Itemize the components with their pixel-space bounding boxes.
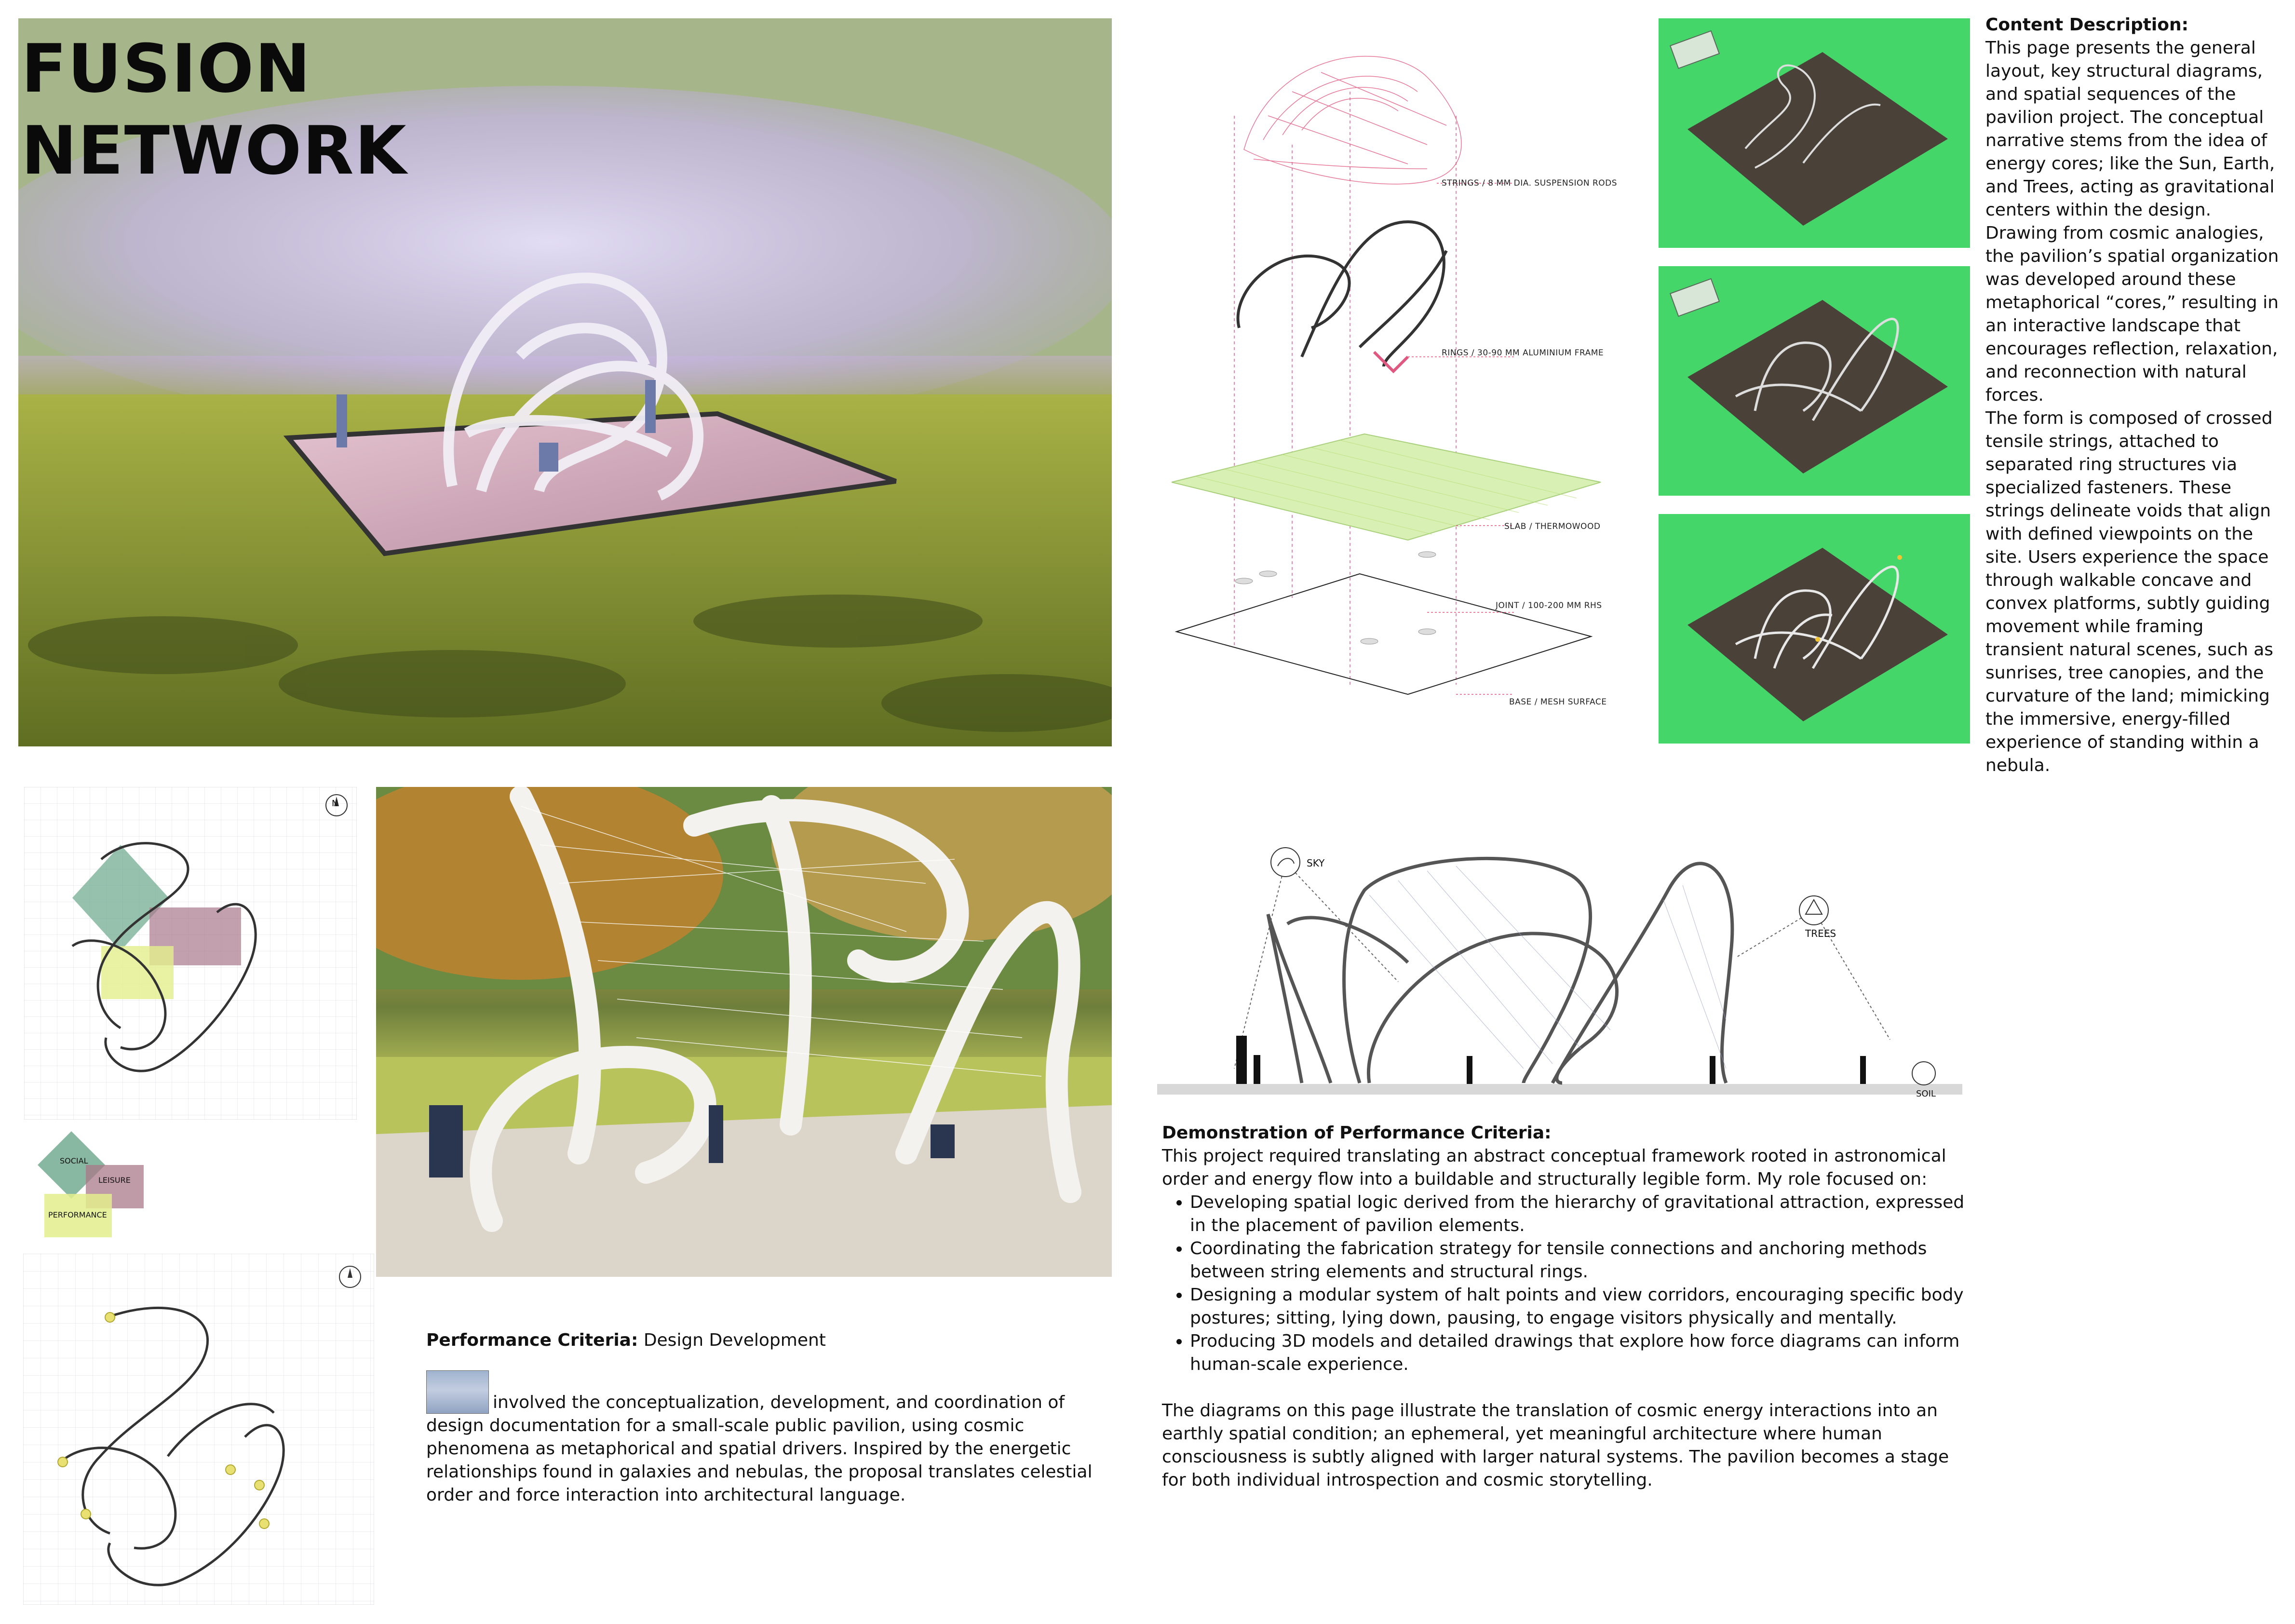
model-view-3-graphic xyxy=(1659,514,1970,744)
performance-criteria xyxy=(426,1329,1101,1507)
model-view-2-graphic xyxy=(1659,266,1970,496)
demonstration-bullet: • Producing 3D models and detailed drawings that explore how force diagrams can inform human-scale experience. xyxy=(1190,1330,1972,1376)
content-description-body-1: This page presents the general layout, key structural diagrams, and spatial sequences of the pavilion project. The conceptual narrative stems from the idea of energy cores; like the Sun, Earth, and Trees, acting as gravitational centers within the design. Drawing from cosmic analogies, the pavilion’s spatial organization was developed around these metaphorical “cores,” resulting in an interactive landscape that encourages reflection, relaxation, and reconnection with natural forces. xyxy=(1985,38,2279,405)
demonstration-heading: Demonstration of Performance Criteria: xyxy=(1162,1123,1552,1143)
section-elevation xyxy=(1157,837,1977,1107)
zone-legend-graphic xyxy=(33,1126,158,1242)
hero-render xyxy=(18,18,1112,746)
axon-label-joint: JOINT / 100-200 MM RHS xyxy=(1496,601,1602,610)
pavilion-thumbnail xyxy=(426,1370,489,1414)
model-view-1 xyxy=(1659,18,1970,248)
model-view-2 xyxy=(1659,266,1970,496)
axon-label-rings: RINGS / 30-90 MM ALUMINIUM FRAME xyxy=(1442,348,1604,358)
zone-legend xyxy=(33,1126,158,1242)
pavilion-photo-graphic xyxy=(376,787,1112,1277)
section-elevation-graphic xyxy=(1157,837,1977,1107)
performance-criteria-body: involved the conceptualization, development, and coordination of design documentation for a small-scale public pavilion, using cosmic phenomena as metaphorical and spatial drivers. Inspired by the energetic relationships found in galaxies and nebulas, the proposal translates celestial order and force interaction into architectural language. xyxy=(426,1393,1093,1505)
model-view-3 xyxy=(1659,514,1970,744)
demonstration-bullet: • Developing spatial logic derived from the hierarchy of gravitational attraction, expressed in the placement of pavilion elements. xyxy=(1190,1191,1972,1237)
site-plan-zones xyxy=(24,787,357,1120)
performance-criteria-value: Design Development xyxy=(643,1330,826,1350)
content-description xyxy=(1985,14,2284,777)
demonstration-bullet: • Coordinating the fabrication strategy for tensile connections and anchoring methods between string elements and structural rings. xyxy=(1190,1237,1972,1284)
demonstration-of-performance-criteria xyxy=(1162,1122,1972,1492)
exploded-axonometric-diagram xyxy=(1157,19,1630,743)
content-description-heading: Content Description: xyxy=(1985,15,2189,35)
elevation-label-trees: TREES xyxy=(1805,928,1836,939)
trees-icon xyxy=(1799,896,1828,925)
performance-criteria-body-wrap xyxy=(426,1370,1101,1507)
legend-social: SOCIAL xyxy=(60,1156,88,1165)
demonstration-intro: This project required translating an abstract conceptual framework rooted in astronomical order and energy flow into a buildable and structurally legible form. My role focused on: xyxy=(1162,1146,1946,1189)
model-view-1-graphic xyxy=(1659,18,1970,248)
site-plan-halt-points xyxy=(23,1254,374,1605)
axon-label-slab: SLAB / THERMOWOOD xyxy=(1504,522,1601,531)
sky-icon xyxy=(1271,848,1300,877)
north-label: N xyxy=(332,798,338,809)
page-title: FUSION NETWORK xyxy=(21,30,407,189)
performance-criteria-heading xyxy=(426,1329,1101,1352)
elevation-label-soil: SOIL xyxy=(1916,1089,1936,1099)
site-plan-halt-points-graphic xyxy=(23,1254,374,1605)
site-plan-zones-graphic xyxy=(24,787,357,1120)
legend-leisure: LEISURE xyxy=(98,1176,131,1185)
content-description-body-2: The form is composed of crossed tensile strings, attached to separated ring structures via specialized fasteners. These strings delineate voids that align with defined viewpoints on the site. Users experience the space through walkable concave and convex platforms, subtly guiding movement while framing transient natural scenes, such as sunrises, tree canopies, and the curvature of the land; mimicking the immersive, energy-filled experience of standing within a nebula. xyxy=(1985,408,2273,775)
demonstration-closing: The diagrams on this page illustrate the translation of cosmic energy interactions into an earthly spatial condition; an ephemeral, yet meaningful architecture where human consciousness is subtly aligned with larger natural systems. The pavilion becomes a stage for both individual introspection and cosmic storytelling. xyxy=(1162,1401,1949,1490)
legend-performance: PERFORMANCE xyxy=(48,1210,107,1219)
pavilion-photo-render xyxy=(376,787,1112,1277)
axon-graphic xyxy=(1157,19,1630,743)
performance-criteria-label: Performance Criteria: xyxy=(426,1330,638,1350)
axon-label-base: BASE / MESH SURFACE xyxy=(1509,697,1607,707)
soil-icon xyxy=(1912,1062,1935,1085)
demonstration-bullet: • Designing a modular system of halt points and view corridors, encouraging specific body postures; sitting, lying down, pausing, to engage visitors physically and mentally. xyxy=(1190,1284,1972,1330)
demonstration-bullet-list xyxy=(1162,1191,1972,1376)
elevation-label-sky: SKY xyxy=(1307,857,1325,869)
axon-label-strings: STRINGS / 8 MM DIA. SUSPENSION RODS xyxy=(1442,178,1618,188)
